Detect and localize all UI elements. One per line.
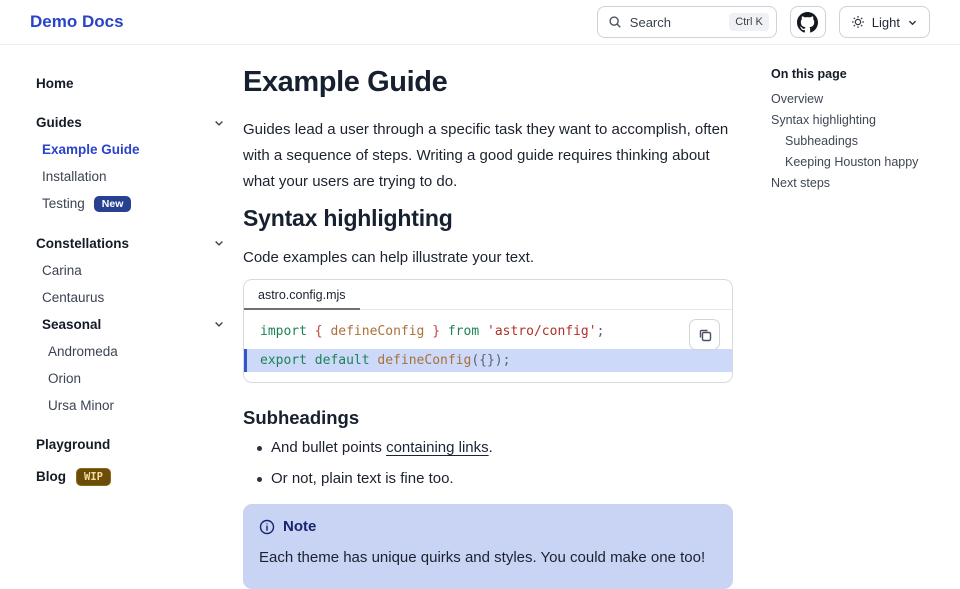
sidebar-item-testing[interactable] xyxy=(42,190,225,218)
chevron-down-icon xyxy=(213,318,225,330)
sidebar-item-label: Blog xyxy=(36,469,66,485)
sidebar-group-label: Constellations xyxy=(36,235,130,251)
code-token: 'astro/config' xyxy=(479,324,597,340)
search-icon xyxy=(608,15,622,29)
sidebar-item-centaurus[interactable] xyxy=(42,284,225,311)
chevron-down-icon xyxy=(213,117,225,129)
sidebar-item-label: Testing xyxy=(42,196,85,212)
info-icon xyxy=(259,519,275,535)
wip-badge: WIP xyxy=(76,468,111,487)
code-token: defineConfig xyxy=(369,353,472,369)
page-layout xyxy=(0,45,960,567)
code-token: ; xyxy=(502,353,511,369)
page-title: Example Guide xyxy=(243,66,448,98)
sidebar-item-installation[interactable] xyxy=(42,163,225,190)
sidebar-group-label: Seasonal xyxy=(42,316,102,332)
code-block xyxy=(243,279,733,383)
bullet-list xyxy=(253,437,733,490)
copy-code-button[interactable] xyxy=(689,319,720,350)
sidebar-group-constellations xyxy=(36,230,225,419)
on-this-page-sidebar xyxy=(771,45,960,589)
code-token: from xyxy=(447,324,480,340)
sidebar-item-home[interactable] xyxy=(36,70,225,97)
sidebar-item-label: Home xyxy=(36,76,74,91)
search-button[interactable] xyxy=(597,6,777,38)
note-title: Note xyxy=(283,518,317,536)
sidebar-item-label: Example Guide xyxy=(42,142,140,157)
code-token: import xyxy=(260,324,307,340)
sun-icon xyxy=(851,15,865,29)
code-filename-tab[interactable]: astro.config.mjs xyxy=(244,280,360,310)
toc-item-keeping-houston-happy[interactable]: Keeping Houston happy xyxy=(785,154,919,169)
sidebar-item-carina[interactable] xyxy=(42,257,225,284)
list-item xyxy=(253,468,733,491)
header-actions xyxy=(597,6,930,38)
toc-item-overview[interactable]: Overview xyxy=(771,91,824,106)
chevron-down-icon xyxy=(907,17,918,28)
note-callout xyxy=(243,504,733,589)
code-line-1 xyxy=(244,320,732,343)
sidebar-item-label: Carina xyxy=(42,262,82,278)
bullet-text: Or not, plain text is fine too. xyxy=(271,469,454,487)
sidebar-item-label: Andromeda xyxy=(48,343,118,359)
sidebar-item-playground[interactable] xyxy=(36,431,225,458)
sidebar-item-label: Playground xyxy=(36,436,111,452)
containing-links-link[interactable]: containing links xyxy=(386,439,489,457)
sidebar-group-toggle-seasonal[interactable] xyxy=(42,311,225,338)
sidebar-item-label: Centaurus xyxy=(42,289,105,305)
github-icon xyxy=(797,12,818,33)
code-token: { xyxy=(306,324,331,340)
theme-select[interactable] xyxy=(839,6,930,38)
site-header xyxy=(0,0,960,45)
search-shortcut-badge: Ctrl K xyxy=(729,13,769,31)
code-body xyxy=(244,310,732,382)
code-line-2-highlighted xyxy=(244,349,732,372)
sidebar-item-label: Installation xyxy=(42,169,107,184)
syntax-paragraph: Code examples can help illustrate your text. xyxy=(243,249,534,267)
code-token: defineConfig xyxy=(330,324,425,340)
toc-item-syntax-highlighting[interactable]: Syntax highlighting xyxy=(771,112,876,127)
sidebar-item-example-guide[interactable] xyxy=(42,136,225,163)
code-token: ; xyxy=(596,324,605,340)
copy-icon xyxy=(697,327,713,343)
left-sidebar xyxy=(0,45,243,589)
main-content xyxy=(243,45,771,589)
code-token: ({}) xyxy=(471,353,503,369)
note-body: Each theme has unique quirks and styles. You could make one too! xyxy=(259,549,706,567)
sidebar-group-toggle-constellations[interactable] xyxy=(36,230,225,257)
sidebar-group-guides xyxy=(36,109,225,218)
sidebar-group-toggle-guides[interactable] xyxy=(36,109,225,136)
sidebar-item-label: Ursa Minor xyxy=(48,397,115,413)
note-header xyxy=(259,518,717,535)
section-heading-subheadings: Subheadings xyxy=(243,407,360,429)
sidebar-item-orion[interactable] xyxy=(48,365,225,392)
new-badge: New xyxy=(94,196,132,212)
list-item xyxy=(253,437,733,460)
intro-paragraph: Guides lead a user through a specific task they want to accomplish, often with a sequence of steps. Writing a good guide requires thinking about what your users are trying to do. xyxy=(243,121,729,190)
code-token: export default xyxy=(260,353,370,369)
section-heading-syntax-highlighting: Syntax highlighting xyxy=(243,205,453,232)
site-logo[interactable]: Demo Docs xyxy=(30,12,124,31)
sidebar-sublist-constellations xyxy=(42,257,225,419)
sidebar-item-andromeda[interactable] xyxy=(48,338,225,365)
code-tab-bar xyxy=(244,280,732,310)
sidebar-sublist-guides xyxy=(42,136,225,218)
toc-title: On this page xyxy=(771,67,847,81)
search-placeholder: Search xyxy=(629,14,671,30)
sidebar-group-label: Guides xyxy=(36,115,82,130)
bullet-text: And bullet points xyxy=(271,439,387,457)
toc-item-next-steps[interactable]: Next steps xyxy=(771,175,831,190)
chevron-down-icon xyxy=(213,237,225,249)
sidebar-item-blog[interactable] xyxy=(36,462,225,493)
sidebar-sublist-seasonal xyxy=(48,338,225,419)
code-token: } xyxy=(424,324,448,340)
github-button[interactable] xyxy=(790,6,826,38)
sidebar-item-ursa-minor[interactable] xyxy=(48,392,225,419)
sidebar-item-label: Orion xyxy=(48,370,82,386)
sidebar-group-seasonal xyxy=(42,311,225,419)
bullet-text: . xyxy=(488,439,493,457)
toc-item-subheadings[interactable]: Subheadings xyxy=(785,133,858,148)
theme-selected-label: Light xyxy=(871,14,900,30)
